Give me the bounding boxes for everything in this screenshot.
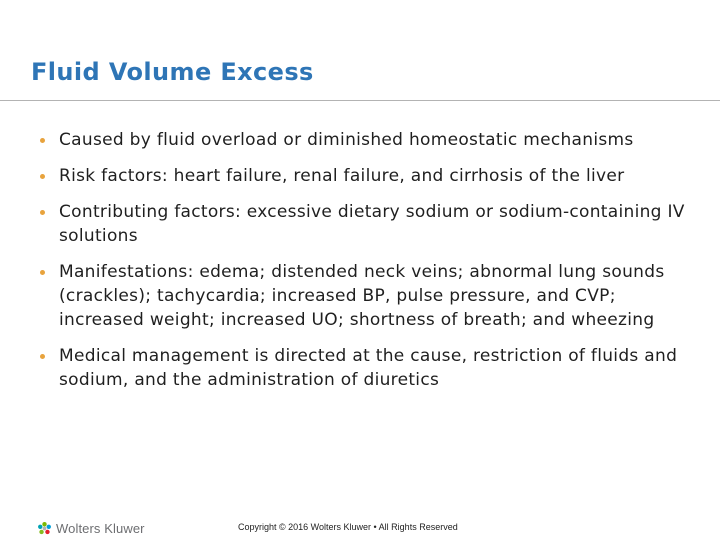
bullet-item [38, 260, 688, 332]
bullet-item [38, 344, 688, 392]
bullet-list [38, 128, 688, 404]
bullet-text: Caused by fluid overload or diminished homeostatic mechanisms [59, 130, 634, 150]
bullet-text: Medical management is directed at the cause, restriction of fluids and sodium, and the administration of diuretics [59, 346, 678, 390]
bullet-item [38, 164, 688, 188]
bullet-marker-icon [40, 354, 45, 359]
bullet-text: Risk factors: heart failure, renal failure, and cirrhosis of the liver [59, 166, 625, 186]
bullet-text: Contributing factors: excessive dietary sodium or sodium-containing IV solutions [59, 202, 685, 246]
slide-title: Fluid Volume Excess [31, 58, 314, 86]
bullet-marker-icon [40, 138, 45, 143]
wolters-kluwer-logo [36, 519, 145, 537]
bullet-marker-icon [40, 174, 45, 179]
wolters-kluwer-logo-icon [36, 520, 53, 537]
bullet-marker-icon [40, 210, 45, 215]
bullet-item [38, 200, 688, 248]
bullet-text: Manifestations: edema; distended neck veins; abnormal lung sounds (crackles); tachycardia; increased BP, pulse pressure, and CVP; increased weight; increased UO; shortness of breath; and wheezing [59, 262, 665, 330]
copyright-notice: Copyright © 2016 Wolters Kluwer • All Rights Reserved [238, 522, 458, 532]
bullet-marker-icon [40, 270, 45, 275]
bullet-item [38, 128, 688, 152]
title-divider [0, 100, 720, 101]
logo-wordmark: Wolters Kluwer [56, 520, 145, 536]
